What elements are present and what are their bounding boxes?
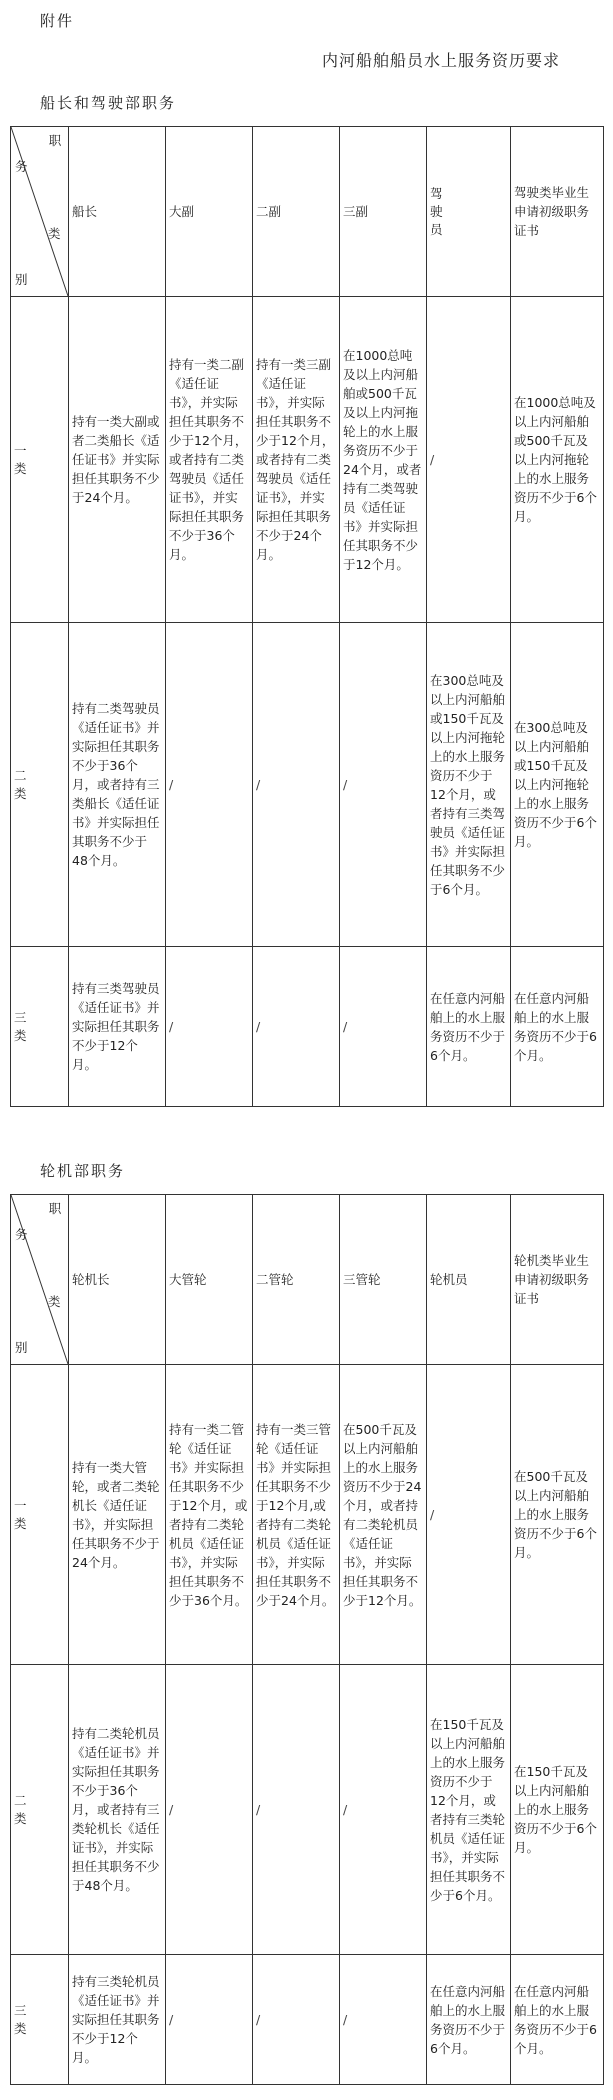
table-header-row (11, 127, 604, 297)
requirement-cell: 持有三类驾驶员《适任证书》并实际担任其职务不少于12个月。 (69, 947, 166, 1107)
column-header: 二副 (253, 127, 340, 297)
category-label: 一类 (14, 1497, 27, 1531)
column-header: 二管轮 (253, 1195, 340, 1365)
corner-label-class: 类 (48, 1294, 61, 1309)
not-applicable-cell: / (427, 297, 511, 623)
not-applicable-cell: / (340, 623, 427, 947)
corner-label-class-2: 别 (15, 272, 28, 287)
not-applicable-cell: / (166, 947, 253, 1107)
category-label: 二类 (14, 1792, 27, 1826)
column-header: 大副 (166, 127, 253, 297)
category-cell (11, 297, 69, 623)
requirement-cell: 在300总吨及以上内河船舶或150千瓦及以上内河拖轮上的水上服务资历不少于12个月，或者持有三类驾驶员《适任证书》并实际担任其职务不少于6个月。 (427, 623, 511, 947)
column-header: 三管轮 (340, 1195, 427, 1365)
column-header: 大管轮 (166, 1195, 253, 1365)
column-header: 轮机长 (69, 1195, 166, 1365)
requirement-cell: 在300总吨及以上内河船舶或150千瓦及以上内河拖轮上的水上服务资历不少于6个月。 (511, 623, 604, 947)
corner-label-class-2: 别 (15, 1340, 28, 1355)
table-row (11, 1665, 604, 1955)
requirement-cell: 持有一类二管轮《适任证书》并实际担任其职务不少于12个月，或者持有二类轮机员《适任证书》，并实际担任其职务不少于36个月。 (166, 1365, 253, 1665)
not-applicable-cell: / (253, 1665, 340, 1955)
deck-section-title: 船长和驾驶部职务 (40, 94, 177, 112)
category-cell (11, 947, 69, 1107)
column-header-text: 驾驶员 (430, 185, 443, 237)
table-row (11, 947, 604, 1107)
column-header: 驾驶类毕业生申请初级职务证书 (511, 127, 604, 297)
requirement-cell: 在任意内河船舶上的水上服务资历不少于6个月。 (511, 947, 604, 1107)
requirement-cell: 持有一类大管轮，或者二类轮机长《适任证书》，并实际担任其职务不少于24个月。 (69, 1365, 166, 1665)
not-applicable-cell: / (166, 1955, 253, 2085)
category-cell (11, 623, 69, 947)
category-cell (11, 1365, 69, 1665)
requirement-cell: 持有一类二副《适任证书》，并实际担任其职务不少于12个月，或者持有二类驾驶员《适任证书》，并实际担任其职务不少于36个月。 (166, 297, 253, 623)
corner-label-duty-2: 务 (15, 159, 28, 174)
table-corner-cell (11, 127, 69, 297)
not-applicable-cell: / (166, 623, 253, 947)
table-row (11, 297, 604, 623)
table-corner-cell (11, 1195, 69, 1365)
requirement-cell: 在500千瓦及以上内河船舶上的水上服务资历不少于6个月。 (511, 1365, 604, 1665)
corner-label-class: 类 (48, 226, 61, 241)
corner-label-duty: 职 (48, 133, 62, 148)
category-label: 二类 (14, 767, 27, 801)
category-label: 三类 (14, 2002, 27, 2036)
document-title: 内河船舶船员水上服务资历要求 (322, 51, 561, 70)
category-label: 三类 (14, 1009, 27, 1043)
requirement-cell: 持有一类大副或者二类船长《适任证书》并实际担任其职务不少于24个月。 (69, 297, 166, 623)
requirement-cell: 在500千瓦及以上内河船舶上的水上服务资历不少于24个月，或者持有二类轮机员《适任证书》，并实际担任其职务不少于12个月。 (340, 1365, 427, 1665)
column-header: 三副 (340, 127, 427, 297)
requirement-cell: 在任意内河船舶上的水上服务资历不少于6个月。 (427, 1955, 511, 2085)
category-cell (11, 1955, 69, 2085)
requirement-cell: 在任意内河船舶上的水上服务资历不少于6个月。 (427, 947, 511, 1107)
requirement-cell: 在1000总吨及以上内河船舶或500千瓦及以上内河拖轮上的水上服务资历不少于24个月，或者持有二类驾驶员《适任证书》并实际担任其职务不少于12个月。 (340, 297, 427, 623)
requirement-cell: 持有二类轮机员《适任证书》并实际担任其职务不少于36个月，或者持有三类轮机长《适任证书》，并实际担任其职务不少于48个月。 (69, 1665, 166, 1955)
requirement-cell: 在150千瓦及以上内河船舶上的水上服务资历不少于12个月，或者持有三类轮机员《适任证书》，并实际担任其职务不少于6个月。 (427, 1665, 511, 1955)
column-header (427, 127, 511, 297)
deck-requirements-table (10, 126, 604, 1107)
not-applicable-cell: / (253, 1955, 340, 2085)
requirement-cell: 在任意内河船舶上的水上服务资历不少于6个月。 (511, 1955, 604, 2085)
category-label: 一类 (14, 442, 27, 476)
column-header: 船长 (69, 127, 166, 297)
not-applicable-cell: / (340, 1665, 427, 1955)
corner-label-duty-2: 务 (15, 1227, 28, 1242)
not-applicable-cell: / (253, 623, 340, 947)
requirement-cell: 持有一类三管轮《适任证书》并实际担任其职务不少于12个月,或者持有二类轮机员《适任证书》，并实际担任其职务不少于24个月。 (253, 1365, 340, 1665)
corner-label-duty: 职 (48, 1201, 62, 1216)
column-header: 轮机类毕业生申请初级职务证书 (511, 1195, 604, 1365)
requirement-cell: 持有二类驾驶员《适任证书》并实际担任其职务不少于36个月，或者持有三类船长《适任证书》并实际担任其职务不少于48个月。 (69, 623, 166, 947)
attachment-label: 附件 (40, 12, 75, 30)
requirement-cell: 持有一类三副《适任证书》，并实际担任其职务不少于12个月，或者持有二类驾驶员《适任证书》，并实际担任其职务不少于24个月。 (253, 297, 340, 623)
table-row (11, 1365, 604, 1665)
requirement-cell: 在1000总吨及以上内河船舶或500千瓦及以上内河拖轮上的水上服务资历不少于6个月。 (511, 297, 604, 623)
requirement-cell: 持有三类轮机员《适任证书》并实际担任其职务不少于12个月。 (69, 1955, 166, 2085)
engine-requirements-table (10, 1194, 604, 2085)
not-applicable-cell: / (253, 947, 340, 1107)
category-cell (11, 1665, 69, 1955)
not-applicable-cell: / (427, 1365, 511, 1665)
table-header-row (11, 1195, 604, 1365)
not-applicable-cell: / (340, 1955, 427, 2085)
table-row (11, 1955, 604, 2085)
column-header: 轮机员 (427, 1195, 511, 1365)
table-row (11, 623, 604, 947)
engine-section-title: 轮机部职务 (40, 1162, 126, 1180)
not-applicable-cell: / (166, 1665, 253, 1955)
not-applicable-cell: / (340, 947, 427, 1107)
requirement-cell: 在150千瓦及以上内河船舶上的水上服务资历不少于6个月。 (511, 1665, 604, 1955)
